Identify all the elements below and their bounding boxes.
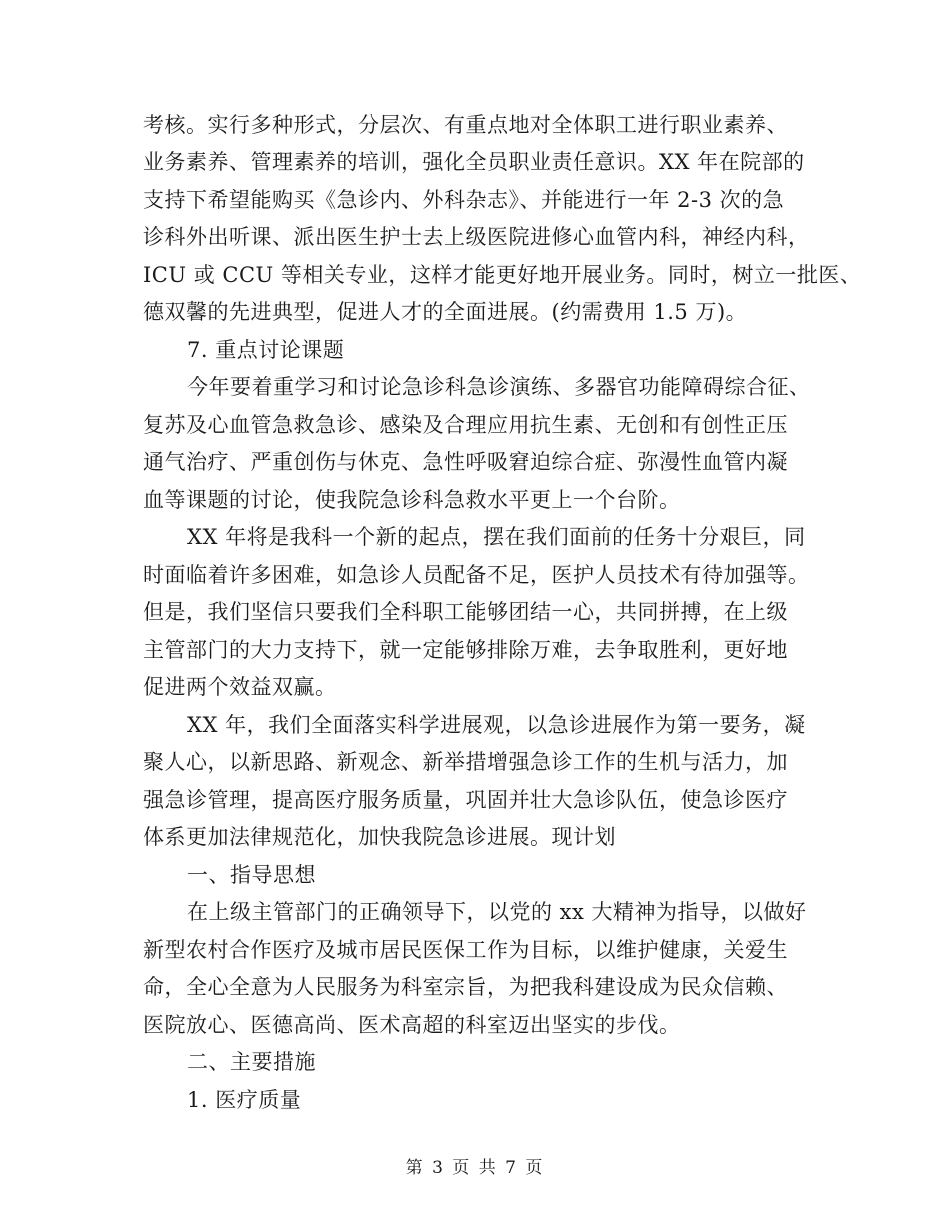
section-heading: 一、指导思想 — [187, 863, 316, 887]
text-line: 命，全心全意为人民服务为科室宗旨，为把我科建设成为民众信赖、 — [143, 975, 788, 999]
text-line: 血等课题的讨论，使我院急诊科急救水平更上一个台阶。 — [143, 488, 681, 512]
text-line: 医院放心、医德高尚、医术高超的科室迈出坚实的步伐。 — [143, 1013, 681, 1037]
text-line: 聚人心，以新思路、新观念、新举措增强急诊工作的生机与活力，加 — [143, 750, 788, 774]
paragraph-start: 今年要着重学习和讨论急诊科急诊演练、多器官功能障碍综合征、 — [187, 375, 811, 399]
page-number: 第 3 页 共 7 页 — [405, 1158, 545, 1178]
text-line: ICU 或 CCU 等相关专业，这样才能更好地开展业务。同时，树立一批医、 — [143, 263, 862, 287]
paragraph-start: XX 年，我们全面落实科学进展观，以急诊进展作为第一要务，凝 — [187, 713, 806, 737]
text-line: 新型农村合作医疗及城市居民医保工作为目标，以维护健康，关爱生 — [143, 938, 788, 962]
text-line: 诊科外出听课、派出医生护士去上级医院进修心血管内科，神经内科， — [143, 225, 810, 249]
section-heading: 1. 医疗质量 — [187, 1088, 302, 1112]
text-line: 通气治疗、严重创伤与休克、急性呼吸窘迫综合症、弥漫性血管内凝 — [143, 450, 788, 474]
text-line: 业务素养、管理素养的培训，强化全员职业责任意识。XX 年在院部的 — [143, 150, 805, 174]
text-line: 主管部门的大力支持下，就一定能够排除万难，去争取胜利，更好地 — [143, 638, 788, 662]
text-line: 德双馨的先进典型，促进人才的全面进展。(约需费用 1.5 万)。 — [143, 300, 748, 324]
text-line: 考核。实行多种形式，分层次、有重点地对全体职工进行职业素养、 — [143, 113, 788, 137]
text-line: 但是，我们坚信只要我们全科职工能够团结一心，共同拼搏，在上级 — [143, 600, 788, 624]
paragraph-start: 在上级主管部门的正确领导下，以党的 xx 大精神为指导，以做好 — [187, 900, 807, 924]
text-line: 体系更加法律规范化，加快我院急诊进展。现计划 — [143, 825, 616, 849]
section-heading: 二、主要措施 — [187, 1050, 316, 1074]
paragraph-start: XX 年将是我科一个新的起点，摆在我们面前的任务十分艰巨，同 — [187, 525, 806, 549]
text-line: 时面临着许多困难，如急诊人员配备不足，医护人员技术有待加强等。 — [143, 563, 810, 587]
text-line: 复苏及心血管急救急诊、感染及合理应用抗生素、无创和有创性正压 — [143, 413, 788, 437]
text-line: 支持下希望能购买《急诊内、外科杂志》、并能进行一年 2-3 次的急 — [143, 188, 785, 212]
text-line: 强急诊管理，提高医疗服务质量，巩固并壮大急诊队伍，使急诊医疗 — [143, 788, 788, 812]
section-heading: 7. 重点讨论课题 — [187, 338, 345, 362]
text-line: 促进两个效益双赢。 — [143, 675, 337, 699]
